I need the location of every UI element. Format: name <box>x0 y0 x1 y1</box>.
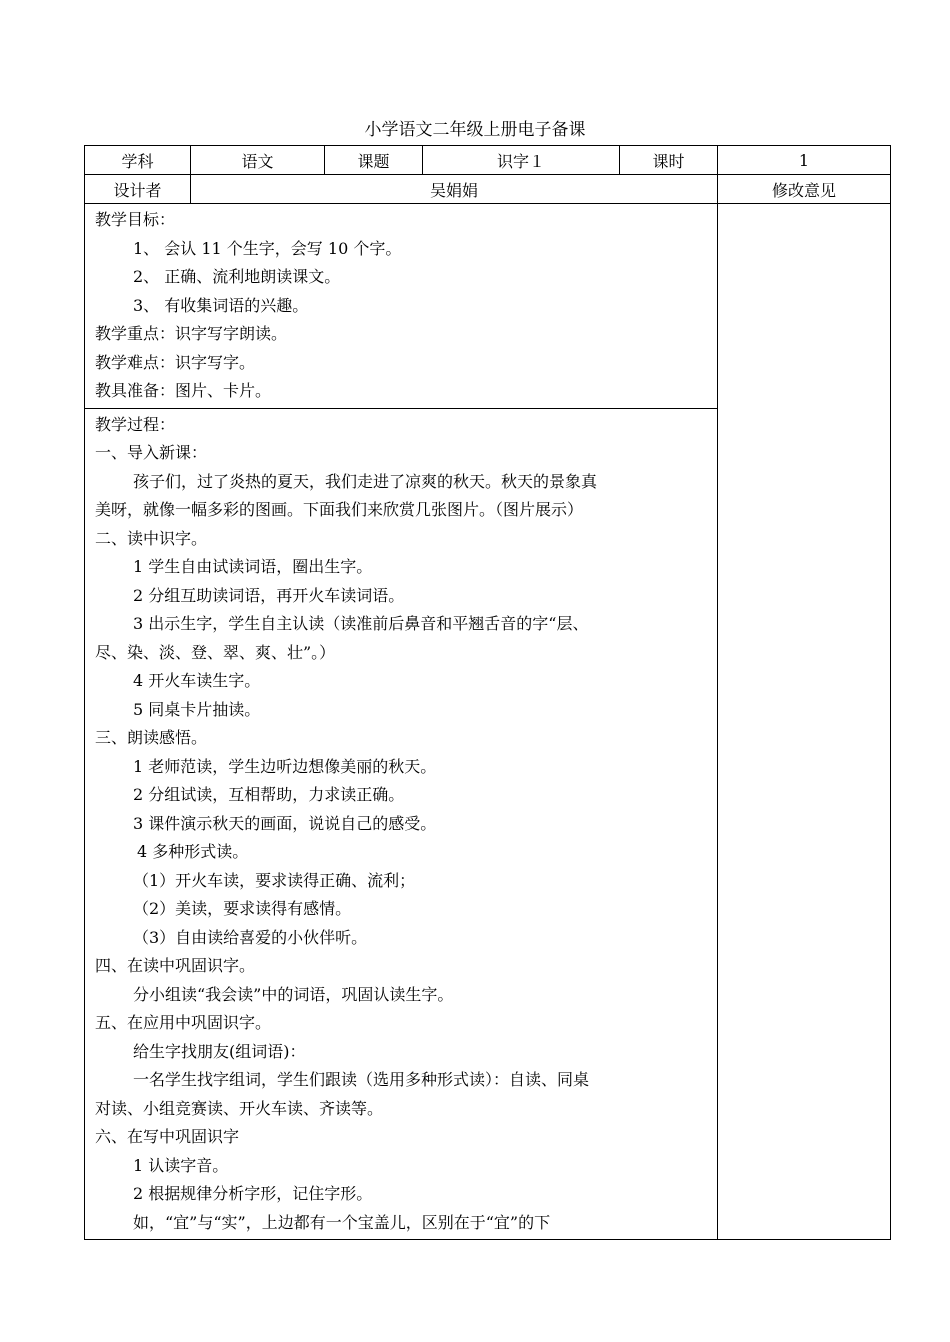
subject-label: 学科 <box>85 146 191 175</box>
paragraph-line: 如，“宜”与“实”，上边都有一个宝盖儿，区别在于“宜”的下 <box>133 1212 551 1232</box>
section-heading: 四、在读中巩固识字。 <box>95 956 256 975</box>
header-row-2 <box>85 175 891 204</box>
step-item: 1 老师范读，学生边听边想像美丽的秋天。 <box>133 756 437 776</box>
step-item: 2 根据规律分析字形，记住字形。 <box>133 1184 373 1203</box>
objectives-heading: 教学目标： <box>95 210 176 229</box>
key-points: 教学重点：识字写字朗读。 <box>95 324 288 343</box>
step-item: 1 学生自由试读词语，圈出生字。 <box>133 557 373 576</box>
process-section <box>85 408 718 1240</box>
step-item: 3 课件演示秋天的画面，说说自己的感受。 <box>133 813 437 833</box>
paragraph-line: 美呀，就像一幅多彩的图画。下面我们来欣赏几张图片。（图片展示） <box>95 500 584 519</box>
paragraph-line: 对读、小组竞赛读、开火车读、齐读等。 <box>95 1098 384 1118</box>
paragraph-line: 孩子们，过了炎热的夏天，我们走进了凉爽的秋天。秋天的景象真 <box>133 471 598 491</box>
process-heading: 教学过程： <box>95 414 176 434</box>
objectives-row <box>85 204 891 409</box>
step-item: 3 出示生字，学生自主认读（读准前后鼻音和平翘舌音的字“层、 <box>133 614 589 633</box>
step-item: 4 多种形式读。 <box>137 842 249 861</box>
sub-step-item: （3）自由读给喜爱的小伙伴听。 <box>133 927 368 947</box>
designer-value: 吴娟娟 <box>191 175 718 204</box>
paragraph-line: 给生字找朋友(组词语)： <box>133 1041 306 1061</box>
topic-value: 识字１ <box>423 146 620 175</box>
revision-label: 修改意见 <box>718 175 891 204</box>
objective-item: 3、 有收集词语的兴趣。 <box>133 295 309 315</box>
section-heading: 六、在写中巩固识字 <box>95 1127 240 1146</box>
objectives-section <box>85 204 718 409</box>
section-heading: 三、朗读感悟。 <box>95 728 208 747</box>
objective-item: 1、 会认 11 个生字，会写 10 个字。 <box>133 238 402 258</box>
step-item: 1 认读字音。 <box>133 1155 229 1175</box>
teaching-aids: 教具准备：图片、卡片。 <box>95 381 272 400</box>
difficult-points: 教学难点：识字写字。 <box>95 352 256 372</box>
lesson-plan-table <box>84 145 891 1240</box>
sub-step-item: （1）开火车读，要求读得正确、流利； <box>133 870 416 890</box>
sub-step-item: （2）美读，要求读得有感情。 <box>133 899 352 918</box>
step-item: 2 分组试读，互相帮助，力求读正确。 <box>133 785 405 804</box>
document-title: 小学语文二年级上册电子备课 <box>364 120 586 140</box>
topic-label: 课题 <box>325 146 423 175</box>
section-heading: 一、导入新课： <box>95 443 208 462</box>
revision-notes-cell <box>718 204 891 1240</box>
paragraph-line: 分小组读“我会读”中的词语，巩固认读生字。 <box>133 984 454 1004</box>
paragraph-line: 一名学生找字组词，学生们跟读（选用多种形式读）：自读、同桌 <box>133 1070 590 1089</box>
header-row-1 <box>85 146 891 175</box>
step-item: 4 开火车读生字。 <box>133 671 261 690</box>
period-label: 课时 <box>620 146 718 175</box>
period-value: 1 <box>718 146 891 175</box>
section-heading: 二、读中识字。 <box>95 528 208 548</box>
step-item: 5 同桌卡片抽读。 <box>133 699 261 719</box>
objective-item: 2、 正确、流利地朗读课文。 <box>133 267 341 286</box>
designer-label: 设计者 <box>85 175 191 204</box>
paragraph-line: 尽、染、淡、登、翠、爽、壮”。） <box>95 642 336 662</box>
subject-value: 语文 <box>191 146 325 175</box>
section-heading: 五、在应用中巩固识字。 <box>95 1013 272 1032</box>
step-item: 2 分组互助读词语，再开火车读词语。 <box>133 585 405 605</box>
